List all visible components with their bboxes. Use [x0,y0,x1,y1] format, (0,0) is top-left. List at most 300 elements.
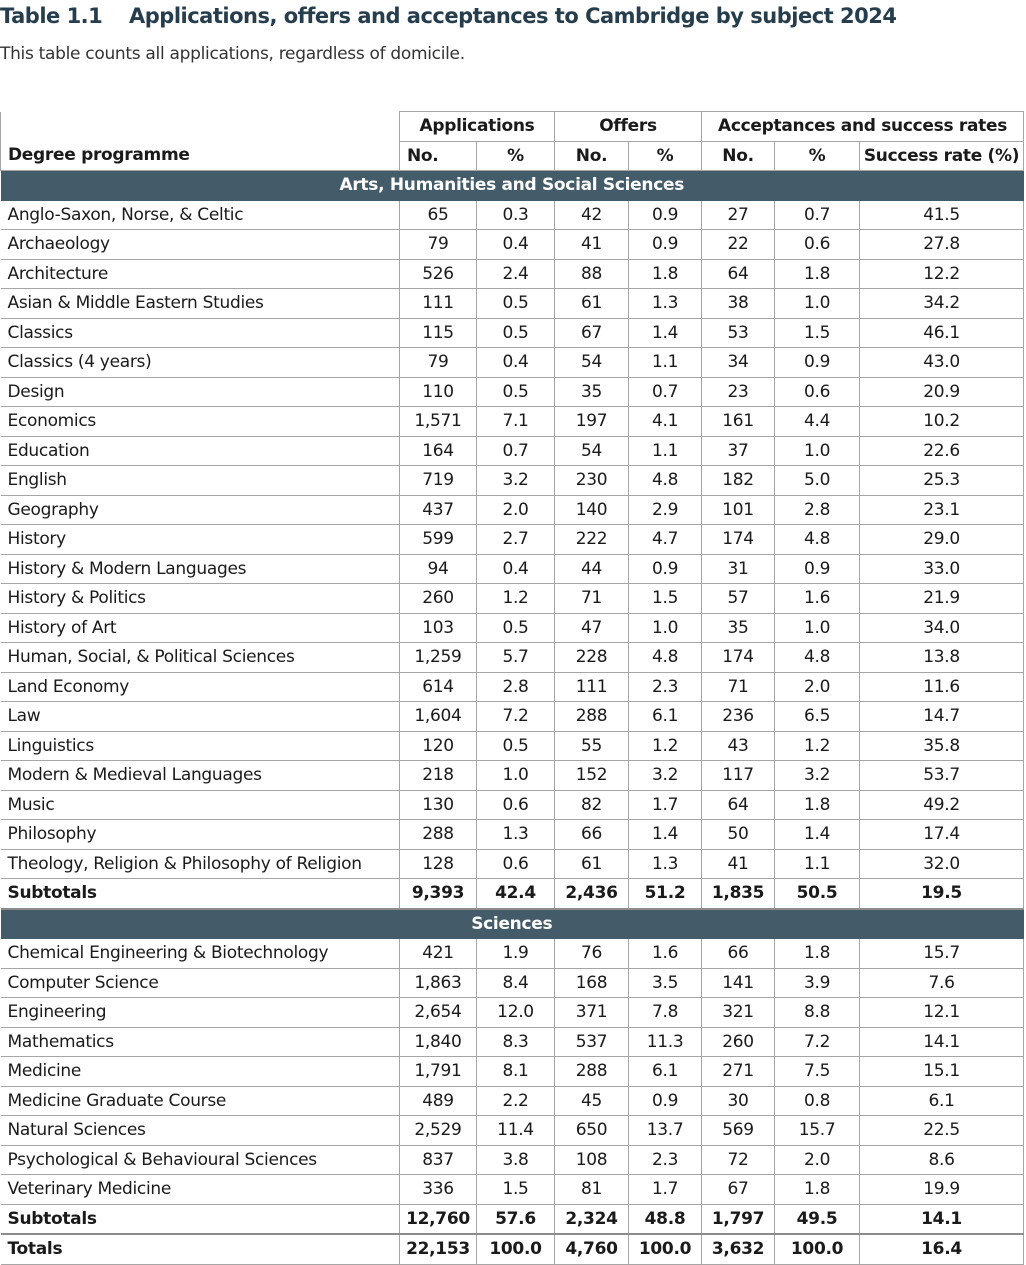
cell-offers-no: 371 [555,998,629,1028]
cell-offers-pct: 4.8 [629,466,702,496]
table-number: Table 1.1 [0,4,103,28]
cell-offers-pct: 1.2 [629,731,702,761]
cell-acceptances-pct: 6.5 [775,702,860,732]
cell-acceptances-pct: 1.4 [775,820,860,850]
cell-applications-no: 1,571 [400,407,477,437]
cell-applications-no: 837 [400,1145,477,1175]
table-row [1,259,1024,289]
cell-offers-pct: 2.9 [629,495,702,525]
cell-offers-no: 111 [555,672,629,702]
table-row [1,1057,1024,1087]
cell-offers-pct: 4.1 [629,407,702,437]
cell-programme: Land Economy [1,672,400,702]
cell-acceptances-pct: 4.8 [775,525,860,555]
subtotal-row [1,879,1024,909]
cell-success-rate: 34.0 [860,613,1024,643]
cell-applications-no: 2,654 [400,998,477,1028]
cell-offers-no: 45 [555,1086,629,1116]
table-row [1,1175,1024,1205]
cell-applications-no: 599 [400,525,477,555]
cell-applications-pct: 11.4 [477,1116,555,1146]
cell-programme: English [1,466,400,496]
cell-offers-pct: 1.7 [629,790,702,820]
cell-acceptances-no: 34 [702,348,775,378]
cell-acceptances-no: 182 [702,466,775,496]
cell-programme: Music [1,790,400,820]
cell-offers-pct: 1.5 [629,584,702,614]
table-row [1,761,1024,791]
table-row [1,968,1024,998]
table-row [1,643,1024,673]
cell-success-rate: 19.9 [860,1175,1024,1205]
cell-offers-pct: 3.5 [629,968,702,998]
cell-success-rate: 7.6 [860,968,1024,998]
table-row [1,1027,1024,1057]
cell-programme: Linguistics [1,731,400,761]
cell-applications-no: 9,393 [400,879,477,909]
cell-offers-no: 41 [555,230,629,260]
table-row [1,348,1024,378]
column-header-acceptances-no: No. [702,141,775,171]
cell-success-rate: 13.8 [860,643,1024,673]
cell-programme: Philosophy [1,820,400,850]
cell-acceptances-pct: 1.0 [775,436,860,466]
cell-applications-no: 1,604 [400,702,477,732]
cell-programme: Law [1,702,400,732]
cell-applications-pct: 2.0 [477,495,555,525]
cell-programme: History & Politics [1,584,400,614]
cell-applications-pct: 3.2 [477,466,555,496]
cell-success-rate: 34.2 [860,289,1024,319]
cell-success-rate: 14.1 [860,1204,1024,1234]
cell-applications-pct: 100.0 [477,1234,555,1264]
column-group-offers: Offers [555,112,702,142]
cell-success-rate: 15.7 [860,939,1024,969]
cell-applications-pct: 0.5 [477,318,555,348]
cell-applications-no: 94 [400,554,477,584]
cell-acceptances-pct: 1.8 [775,1175,860,1205]
column-header-success-rate: Success rate (%) [860,141,1024,171]
cell-offers-pct: 0.9 [629,200,702,230]
cell-offers-no: 67 [555,318,629,348]
cell-applications-pct: 0.7 [477,436,555,466]
cell-success-rate: 20.9 [860,377,1024,407]
cell-success-rate: 14.1 [860,1027,1024,1057]
cell-acceptances-pct: 1.6 [775,584,860,614]
cell-applications-pct: 1.2 [477,584,555,614]
cell-programme: Totals [1,1234,400,1264]
cell-acceptances-pct: 4.8 [775,643,860,673]
column-header-acceptances-pct: % [775,141,860,171]
cell-applications-no: 12,760 [400,1204,477,1234]
table-row [1,998,1024,1028]
cell-applications-pct: 2.4 [477,259,555,289]
cell-acceptances-no: 1,797 [702,1204,775,1234]
table-title [0,4,896,36]
cell-acceptances-no: 101 [702,495,775,525]
totals-row [1,1234,1024,1264]
cell-success-rate: 12.1 [860,998,1024,1028]
cell-programme: Economics [1,407,400,437]
cell-acceptances-no: 43 [702,731,775,761]
cell-applications-pct: 7.2 [477,702,555,732]
cell-programme: Engineering [1,998,400,1028]
cell-acceptances-pct: 5.0 [775,466,860,496]
cell-acceptances-pct: 0.6 [775,230,860,260]
cell-acceptances-no: 38 [702,289,775,319]
cell-acceptances-no: 321 [702,998,775,1028]
column-header-offers-no: No. [555,141,629,171]
cell-acceptances-no: 72 [702,1145,775,1175]
cell-acceptances-no: 141 [702,968,775,998]
cell-applications-pct: 1.5 [477,1175,555,1205]
cell-applications-no: 120 [400,731,477,761]
cell-acceptances-pct: 7.2 [775,1027,860,1057]
cell-success-rate: 33.0 [860,554,1024,584]
cell-success-rate: 19.5 [860,879,1024,909]
column-header-offers-pct: % [629,141,702,171]
cell-acceptances-pct: 2.0 [775,672,860,702]
cell-applications-pct: 8.3 [477,1027,555,1057]
cell-acceptances-pct: 3.9 [775,968,860,998]
cell-applications-no: 1,259 [400,643,477,673]
cell-offers-no: 168 [555,968,629,998]
cell-offers-no: 81 [555,1175,629,1205]
cell-success-rate: 6.1 [860,1086,1024,1116]
cell-programme: Veterinary Medicine [1,1175,400,1205]
cell-programme: Mathematics [1,1027,400,1057]
cell-programme: Architecture [1,259,400,289]
cell-offers-pct: 0.9 [629,230,702,260]
cell-success-rate: 53.7 [860,761,1024,791]
cell-applications-pct: 1.3 [477,820,555,850]
cell-applications-pct: 8.1 [477,1057,555,1087]
table-row [1,672,1024,702]
cell-acceptances-pct: 100.0 [775,1234,860,1264]
cell-acceptances-pct: 1.2 [775,731,860,761]
column-group-acceptances: Acceptances and success rates [702,112,1024,142]
cell-offers-no: 76 [555,939,629,969]
cell-applications-no: 1,840 [400,1027,477,1057]
cell-applications-pct: 12.0 [477,998,555,1028]
cell-offers-no: 61 [555,289,629,319]
cell-offers-no: 228 [555,643,629,673]
cell-applications-pct: 0.4 [477,554,555,584]
table-title-text: Applications, offers and acceptances to Cambridge by subject 2024 [129,4,897,28]
cell-success-rate: 41.5 [860,200,1024,230]
cell-acceptances-no: 37 [702,436,775,466]
cell-acceptances-pct: 1.5 [775,318,860,348]
section-header-row [1,171,1024,201]
table-row [1,466,1024,496]
cell-success-rate: 14.7 [860,702,1024,732]
cell-applications-pct: 7.1 [477,407,555,437]
table-row [1,1116,1024,1146]
cell-offers-pct: 6.1 [629,702,702,732]
cell-success-rate: 22.5 [860,1116,1024,1146]
subtotal-row [1,1204,1024,1234]
cell-applications-pct: 0.4 [477,348,555,378]
cell-offers-no: 4,760 [555,1234,629,1264]
cell-applications-pct: 42.4 [477,879,555,909]
cell-applications-pct: 1.0 [477,761,555,791]
cell-acceptances-pct: 0.6 [775,377,860,407]
cell-acceptances-no: 64 [702,790,775,820]
section-header-row [1,909,1024,939]
cell-programme: Computer Science [1,968,400,998]
cell-programme: Classics [1,318,400,348]
cell-acceptances-pct: 1.0 [775,289,860,319]
cell-programme: Medicine [1,1057,400,1087]
cell-applications-no: 164 [400,436,477,466]
cell-offers-pct: 0.9 [629,1086,702,1116]
cell-applications-no: 421 [400,939,477,969]
table-row [1,436,1024,466]
cell-applications-no: 260 [400,584,477,614]
cell-acceptances-no: 23 [702,377,775,407]
cell-applications-pct: 2.7 [477,525,555,555]
cell-acceptances-no: 71 [702,672,775,702]
cell-offers-no: 88 [555,259,629,289]
table-row [1,377,1024,407]
cell-offers-pct: 3.2 [629,761,702,791]
cell-acceptances-pct: 15.7 [775,1116,860,1146]
table-row [1,554,1024,584]
cell-applications-no: 719 [400,466,477,496]
cell-applications-no: 1,863 [400,968,477,998]
cell-acceptances-no: 57 [702,584,775,614]
cell-programme: Design [1,377,400,407]
cell-offers-pct: 1.4 [629,820,702,850]
column-header-applications-pct: % [477,141,555,171]
cell-acceptances-no: 66 [702,939,775,969]
cell-acceptances-pct: 0.7 [775,200,860,230]
table-row [1,702,1024,732]
cell-applications-no: 288 [400,820,477,850]
cell-offers-pct: 4.8 [629,643,702,673]
cell-acceptances-no: 161 [702,407,775,437]
cell-acceptances-pct: 1.8 [775,259,860,289]
cell-applications-no: 130 [400,790,477,820]
column-header-programme: Degree programme [1,112,400,171]
table-row [1,230,1024,260]
cell-success-rate: 11.6 [860,672,1024,702]
cell-applications-pct: 1.9 [477,939,555,969]
table-row [1,849,1024,879]
cell-acceptances-pct: 1.0 [775,613,860,643]
cell-acceptances-pct: 2.8 [775,495,860,525]
cell-programme: Geography [1,495,400,525]
cell-acceptances-no: 53 [702,318,775,348]
cell-success-rate: 8.6 [860,1145,1024,1175]
cell-success-rate: 17.4 [860,820,1024,850]
cell-acceptances-no: 236 [702,702,775,732]
cell-applications-no: 79 [400,348,477,378]
cell-applications-no: 103 [400,613,477,643]
cell-acceptances-no: 260 [702,1027,775,1057]
cell-applications-no: 1,791 [400,1057,477,1087]
cell-applications-pct: 2.8 [477,672,555,702]
table-row [1,939,1024,969]
cell-acceptances-pct: 1.8 [775,790,860,820]
table-row [1,495,1024,525]
cell-offers-pct: 1.7 [629,1175,702,1205]
cell-acceptances-no: 64 [702,259,775,289]
cell-offers-no: 66 [555,820,629,850]
cell-offers-no: 650 [555,1116,629,1146]
cell-programme: Medicine Graduate Course [1,1086,400,1116]
table-row [1,318,1024,348]
cell-acceptances-no: 22 [702,230,775,260]
cell-offers-pct: 11.3 [629,1027,702,1057]
cell-acceptances-no: 31 [702,554,775,584]
cell-success-rate: 49.2 [860,790,1024,820]
cell-programme: Education [1,436,400,466]
cell-applications-pct: 3.8 [477,1145,555,1175]
cell-offers-pct: 48.8 [629,1204,702,1234]
cell-offers-no: 42 [555,200,629,230]
cell-applications-no: 489 [400,1086,477,1116]
cell-offers-no: 54 [555,348,629,378]
cell-applications-no: 2,529 [400,1116,477,1146]
cell-success-rate: 22.6 [860,436,1024,466]
cell-offers-pct: 7.8 [629,998,702,1028]
cell-acceptances-no: 41 [702,849,775,879]
cell-offers-pct: 6.1 [629,1057,702,1087]
column-group-applications: Applications [400,112,555,142]
cell-programme: Theology, Religion & Philosophy of Religion [1,849,400,879]
cell-success-rate: 12.2 [860,259,1024,289]
cell-offers-no: 537 [555,1027,629,1057]
cell-programme: Asian & Middle Eastern Studies [1,289,400,319]
cell-offers-no: 230 [555,466,629,496]
cell-applications-pct: 0.6 [477,849,555,879]
cell-success-rate: 23.1 [860,495,1024,525]
cell-applications-pct: 0.3 [477,200,555,230]
cell-programme: History [1,525,400,555]
section-title: Arts, Humanities and Social Sciences [1,171,1024,201]
cell-offers-no: 152 [555,761,629,791]
cell-offers-no: 2,436 [555,879,629,909]
cell-applications-pct: 2.2 [477,1086,555,1116]
table-row [1,790,1024,820]
cell-offers-no: 54 [555,436,629,466]
cell-success-rate: 43.0 [860,348,1024,378]
cell-offers-pct: 51.2 [629,879,702,909]
cell-acceptances-pct: 49.5 [775,1204,860,1234]
cell-programme: Human, Social, & Political Sciences [1,643,400,673]
cell-success-rate: 21.9 [860,584,1024,614]
cell-acceptances-no: 3,632 [702,1234,775,1264]
cell-offers-pct: 1.4 [629,318,702,348]
cell-acceptances-no: 50 [702,820,775,850]
table-row [1,820,1024,850]
cell-acceptances-no: 174 [702,643,775,673]
cell-acceptances-pct: 1.1 [775,849,860,879]
cell-applications-no: 614 [400,672,477,702]
cell-acceptances-no: 67 [702,1175,775,1205]
cell-offers-pct: 2.3 [629,672,702,702]
cell-offers-pct: 1.6 [629,939,702,969]
table-body [1,171,1024,1265]
cell-programme: History of Art [1,613,400,643]
cell-success-rate: 35.8 [860,731,1024,761]
cell-acceptances-no: 35 [702,613,775,643]
cell-acceptances-no: 27 [702,200,775,230]
table-row [1,613,1024,643]
cell-applications-no: 65 [400,200,477,230]
cell-offers-no: 222 [555,525,629,555]
cell-programme: Psychological & Behavioural Sciences [1,1145,400,1175]
cell-applications-no: 79 [400,230,477,260]
cell-offers-pct: 13.7 [629,1116,702,1146]
cell-applications-pct: 0.5 [477,731,555,761]
cell-acceptances-pct: 0.9 [775,348,860,378]
cell-applications-no: 437 [400,495,477,525]
cell-acceptances-pct: 8.8 [775,998,860,1028]
cell-applications-no: 111 [400,289,477,319]
cell-programme: Modern & Medieval Languages [1,761,400,791]
cell-acceptances-no: 30 [702,1086,775,1116]
cell-offers-pct: 1.0 [629,613,702,643]
section-title: Sciences [1,909,1024,939]
cell-offers-no: 47 [555,613,629,643]
cell-offers-pct: 100.0 [629,1234,702,1264]
table-row [1,731,1024,761]
table-subtitle: This table counts all applications, regardless of domicile. [0,44,465,64]
cell-applications-no: 110 [400,377,477,407]
cell-offers-pct: 0.9 [629,554,702,584]
cell-applications-pct: 0.5 [477,377,555,407]
cell-success-rate: 46.1 [860,318,1024,348]
cell-applications-no: 526 [400,259,477,289]
cell-programme: History & Modern Languages [1,554,400,584]
cell-success-rate: 27.8 [860,230,1024,260]
cell-acceptances-pct: 1.8 [775,939,860,969]
table-row [1,584,1024,614]
cell-acceptances-pct: 4.4 [775,407,860,437]
cell-programme: Subtotals [1,879,400,909]
cell-programme: Chemical Engineering & Biotechnology [1,939,400,969]
cell-success-rate: 25.3 [860,466,1024,496]
cell-success-rate: 16.4 [860,1234,1024,1264]
table-row [1,1086,1024,1116]
cell-offers-no: 55 [555,731,629,761]
cell-offers-no: 108 [555,1145,629,1175]
cell-acceptances-pct: 3.2 [775,761,860,791]
cell-applications-pct: 0.6 [477,790,555,820]
cell-offers-no: 197 [555,407,629,437]
cell-acceptances-pct: 2.0 [775,1145,860,1175]
cell-applications-no: 115 [400,318,477,348]
cell-offers-no: 140 [555,495,629,525]
cell-applications-pct: 5.7 [477,643,555,673]
cell-applications-no: 218 [400,761,477,791]
cell-programme: Natural Sciences [1,1116,400,1146]
table-row [1,200,1024,230]
cell-offers-no: 2,324 [555,1204,629,1234]
cell-offers-pct: 1.1 [629,348,702,378]
cell-offers-pct: 1.3 [629,849,702,879]
cell-applications-pct: 0.4 [477,230,555,260]
table-row [1,525,1024,555]
cell-offers-no: 82 [555,790,629,820]
cell-acceptances-no: 1,835 [702,879,775,909]
cell-acceptances-pct: 0.9 [775,554,860,584]
cell-success-rate: 32.0 [860,849,1024,879]
cell-acceptances-no: 174 [702,525,775,555]
cell-applications-no: 22,153 [400,1234,477,1264]
